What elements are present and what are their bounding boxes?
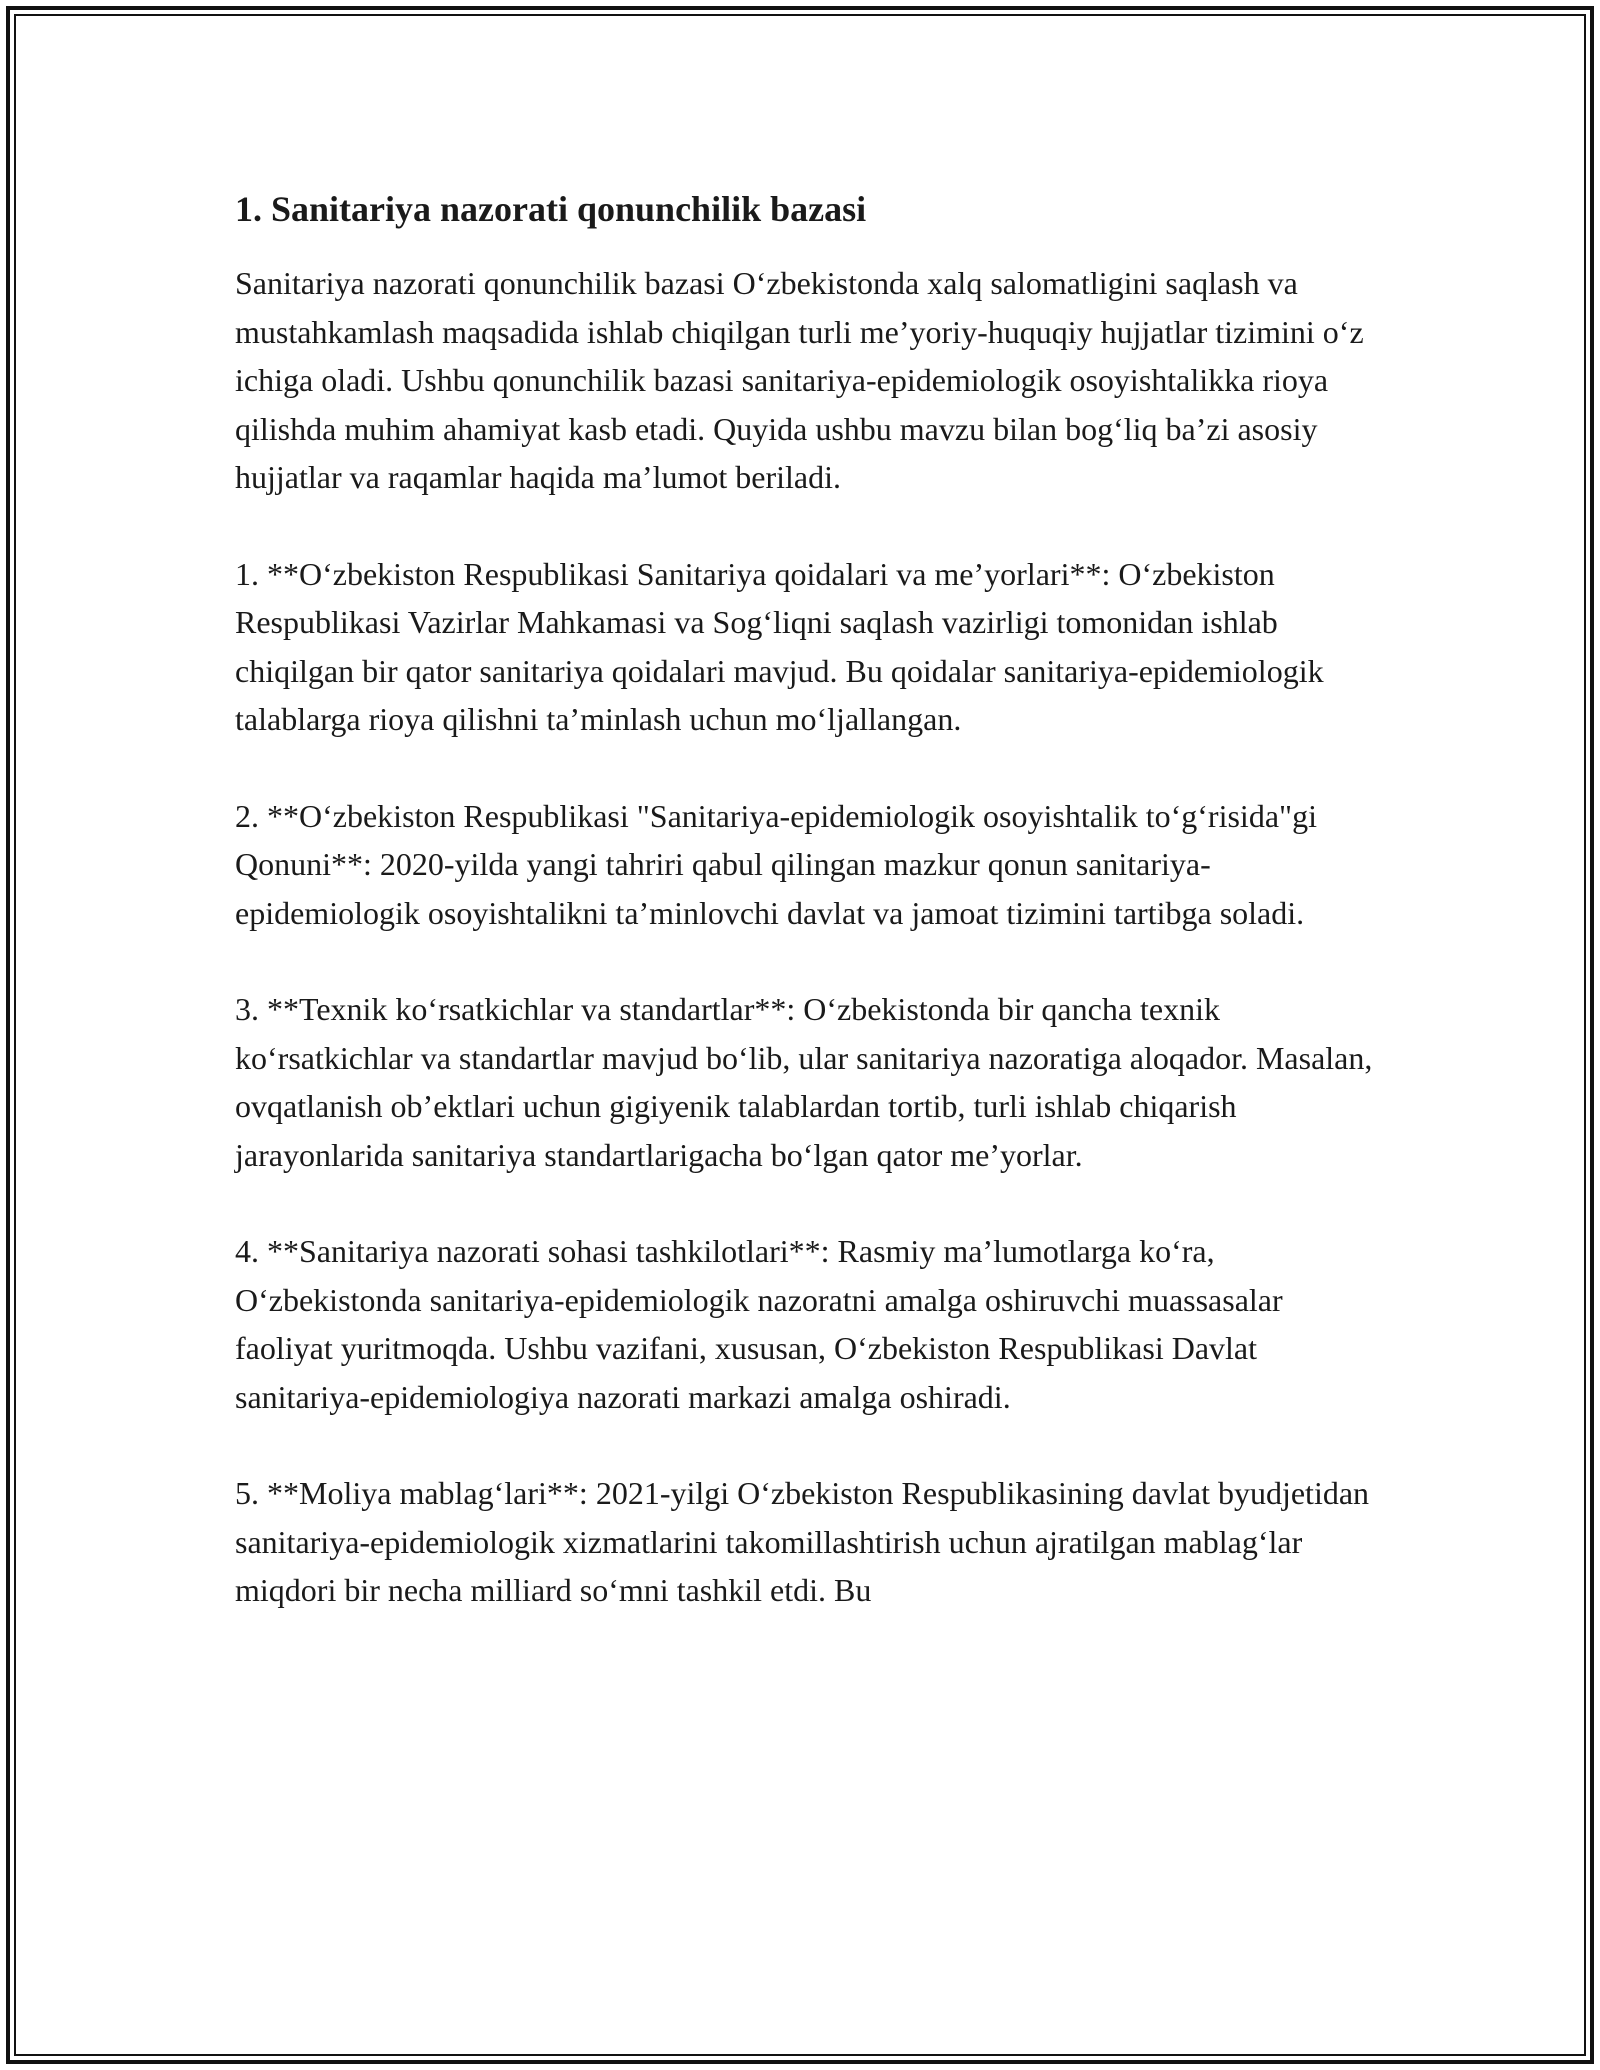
list-item-technical-standards: 3. **Texnik ko‘rsatkichlar va standartlar**: O‘zbekistonda bir qancha texnik ko‘rsatkichlar va standartlar mavjud bo‘lib, ular sanitariya nazoratiga aloqador. Masalan, ovqatlanish ob’ektlari uchun gigiyenik talablardan tortib, turli ishlab chiqarish jarayonlarida sanitariya standartlarigacha bo‘lgan qator me’yorlar. <box>235 991 1373 1173</box>
section-heading: 1. Sanitariya nazorati qonunchilik bazasi <box>235 189 867 229</box>
list-item-sanitary-law: 2. **O‘zbekiston Respublikasi "Sanitariya-epidemiologik osoyishtalik to‘g‘risida"gi Qonuni**: 2020-yilda yangi tahriri qabul qilingan mazkur qonun sanitariya-epidemiologik osoyishtalikni ta’minlovchi davlat va jamoat tizimini tartibga soladi. <box>235 797 1317 931</box>
list-item-organizations: 4. **Sanitariya nazorati sohasi tashkilotlari**: Rasmiy ma’lumotlarga ko‘ra, O‘zbekistonda sanitariya-epidemiologik nazoratni amalga oshiruvchi muassasalar faoliyat yuritmoqda. Ushbu vazifani, xususan, O‘zbekiston Respublikasi Davlat sanitariya-epidemiologiya nazorati markazi amalga oshiradi. <box>235 1233 1283 1415</box>
intro-paragraph: Sanitariya nazorati qonunchilik bazasi O‘zbekistonda xalq salomatligini saqlash va mustahkamlash maqsadida ishlab chiqilgan turli me’yoriy-huquqiy hujjatlar tizimini o‘z ichiga oladi. Ushbu qonunchilik bazasi sanitariya-epidemiologik osoyishtalikka rioya qilishda muhim ahamiyat kasb etadi. Quyida ushbu mavzu bilan bog‘liq ba’zi asosiy hujjatlar va raqamlar haqida ma’lumot beriladi. <box>235 265 1364 495</box>
list-item-funding: 5. **Moliya mablag‘lari**: 2021-yilgi O‘zbekiston Respublikasining davlat byudjetidan sanitariya-epidemiologik xizmatlarini takomillashtirish uchun ajratilgan mablag‘lar miqdori bir necha milliard so‘mni tashkil etdi. Bu <box>235 1475 1370 1608</box>
list-item-sanitary-rules: 1. **O‘zbekiston Respublikasi Sanitariya qoidalari va me’yorlari**: O‘zbekiston Respublikasi Vazirlar Mahkamasi va Sog‘liqni saqlash vazirligi tomonidan ishlab chiqilgan bir qator sanitariya qoidalari mavjud. Bu qoidalar sanitariya-epidemiologik talablarga rioya qilishni ta’minlash uchun mo‘ljallangan. <box>235 555 1324 737</box>
document-page <box>235 185 1380 1615</box>
